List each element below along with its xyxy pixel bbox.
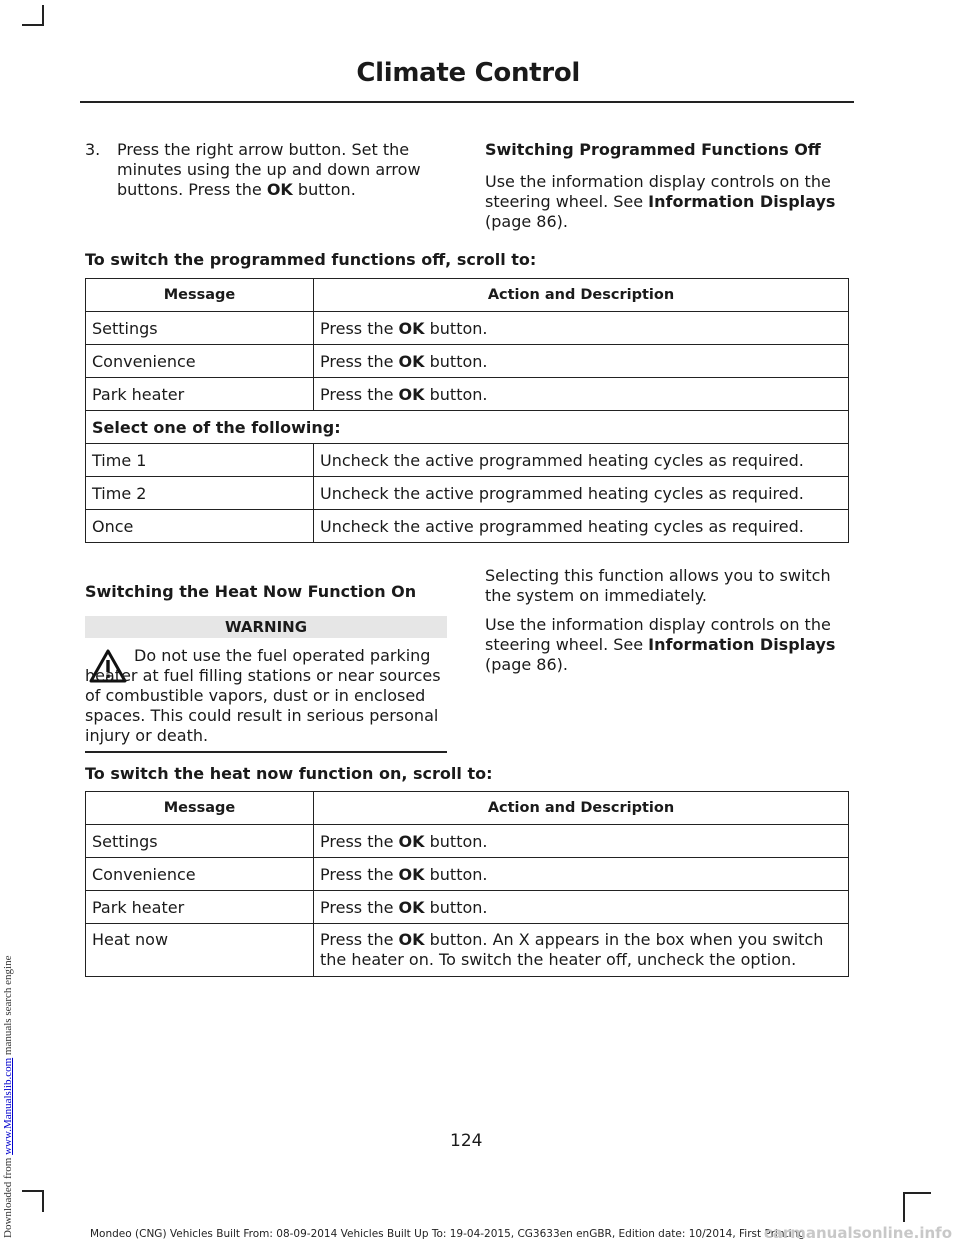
col-header-message: Message (86, 792, 314, 825)
download-note (2, 956, 14, 1238)
action-text-end: button. (424, 351, 488, 371)
action-cell: Uncheck the active programmed heating cycles as required. (314, 510, 849, 543)
action-cell (314, 825, 849, 858)
crop-mark (42, 5, 44, 25)
warning-divider (85, 751, 447, 753)
page-ref: (page 86). (485, 212, 568, 231)
action-cell: Uncheck the active programmed heating cycles as required. (314, 477, 849, 510)
col-header-message: Message (86, 279, 314, 312)
message-cell: Time 1 (86, 444, 314, 477)
table-span-row (86, 411, 849, 444)
download-note-text: Downloaded from (2, 1154, 14, 1238)
heat-now-table (85, 791, 849, 977)
action-cell (314, 378, 849, 411)
table-row (86, 312, 849, 345)
table-row (86, 891, 849, 924)
message-cell: Park heater (86, 891, 314, 924)
action-text: Press the (320, 864, 399, 884)
ok-label: OK (398, 864, 425, 884)
message-cell: Convenience (86, 345, 314, 378)
information-displays-ref[interactable]: Information Displays (648, 635, 836, 654)
warning-label: WARNING (85, 616, 447, 638)
page-title: Climate Control (356, 58, 580, 88)
crop-mark (903, 1192, 931, 1194)
table1-intro: To switch the programmed functions off, scroll to: (85, 250, 537, 269)
page-number: 124 (450, 1131, 483, 1151)
message-cell: Park heater (86, 378, 314, 411)
action-text: Press the (320, 930, 399, 949)
crop-mark (42, 1190, 44, 1212)
heat-now-description (485, 566, 853, 675)
ok-label: OK (398, 351, 425, 371)
ok-label: OK (398, 930, 425, 949)
step-text (85, 140, 447, 200)
select-one-label: Select one of the following: (86, 411, 849, 444)
action-text: Press the (320, 384, 399, 404)
crop-mark (22, 24, 44, 26)
table-row (86, 825, 849, 858)
message-cell: Time 2 (86, 477, 314, 510)
action-cell (314, 858, 849, 891)
crop-mark (903, 1192, 905, 1222)
action-text: Press the (320, 318, 399, 338)
heat-now-paragraph-2 (485, 615, 853, 675)
action-cell (314, 924, 849, 977)
action-text-end: button. (424, 897, 488, 917)
message-cell: Heat now (86, 924, 314, 977)
crop-mark (22, 1190, 44, 1192)
footer-edition: Mondeo (CNG) Vehicles Built From: 08-09-2014 Vehicles Built Up To: 19-04-2015, CG3633en enGBR, Edition date: 10/2014, First Printing (90, 1228, 805, 1240)
ok-label: OK (398, 897, 425, 917)
programmed-off-table (85, 278, 849, 543)
ok-label: OK (266, 180, 293, 199)
action-text-end: button. (424, 318, 488, 338)
action-text: Press the (320, 897, 399, 917)
download-note-suffix: manuals search engine (2, 955, 14, 1058)
action-text: Press the (320, 831, 399, 851)
step-3 (85, 140, 447, 200)
table-row (86, 858, 849, 891)
manualslib-link[interactable]: www.Manualslib.com (2, 1057, 14, 1155)
ok-label: OK (398, 318, 425, 338)
warning-text-block (85, 646, 449, 746)
action-cell: Uncheck the active programmed heating cycles as required. (314, 444, 849, 477)
heat-now-paragraph: Selecting this function allows you to switch the system on immediately. (485, 566, 831, 605)
table-row (86, 444, 849, 477)
table-row (86, 924, 849, 977)
table-row (86, 345, 849, 378)
heat-now-heading: Switching the Heat Now Function On (85, 582, 417, 601)
action-text-end: button. (424, 384, 488, 404)
action-cell (314, 891, 849, 924)
message-cell: Settings (86, 825, 314, 858)
watermark: carmanualsonline.info (763, 1224, 952, 1242)
step-text-part: Press the right arrow button. Set the minutes using the up and down arrow buttons. Press the (117, 140, 421, 199)
section-heading: Switching Programmed Functions Off (485, 140, 821, 159)
table-row (86, 477, 849, 510)
step-number: 3. (85, 140, 101, 159)
ok-label: OK (398, 384, 425, 404)
warning-text: Do not use the fuel operated parking heater at fuel filling stations or near sources of combustible vapors, dust or in enclosed spaces. This could result in serious personal injury or death. (85, 646, 441, 745)
header-divider (80, 101, 854, 103)
programmed-off-section (485, 140, 853, 232)
action-text-end: button. (424, 864, 488, 884)
information-displays-ref[interactable]: Information Displays (648, 192, 836, 211)
table2-intro: To switch the heat now function on, scroll to: (85, 764, 493, 783)
action-cell (314, 312, 849, 345)
table-header-row (86, 279, 849, 312)
action-cell (314, 345, 849, 378)
ok-label: OK (398, 831, 425, 851)
action-text-end: button. (424, 831, 488, 851)
section-paragraph (485, 172, 853, 232)
page-ref: (page 86). (485, 655, 568, 674)
action-text: Press the (320, 351, 399, 371)
message-cell: Once (86, 510, 314, 543)
table-row (86, 378, 849, 411)
table-header-row (86, 792, 849, 825)
col-header-action: Action and Description (314, 279, 849, 312)
paragraph-text: Use the information display controls on the steering wheel. See (485, 172, 831, 211)
step-text-end: button. (292, 180, 356, 199)
paragraph-text: Use the information display controls on the steering wheel. See (485, 615, 831, 654)
action-text-end: button. An X appears in the box when you switch the heater on. To switch the heater off, uncheck the option. (320, 930, 824, 969)
message-cell: Settings (86, 312, 314, 345)
col-header-action: Action and Description (314, 792, 849, 825)
table-row (86, 510, 849, 543)
message-cell: Convenience (86, 858, 314, 891)
